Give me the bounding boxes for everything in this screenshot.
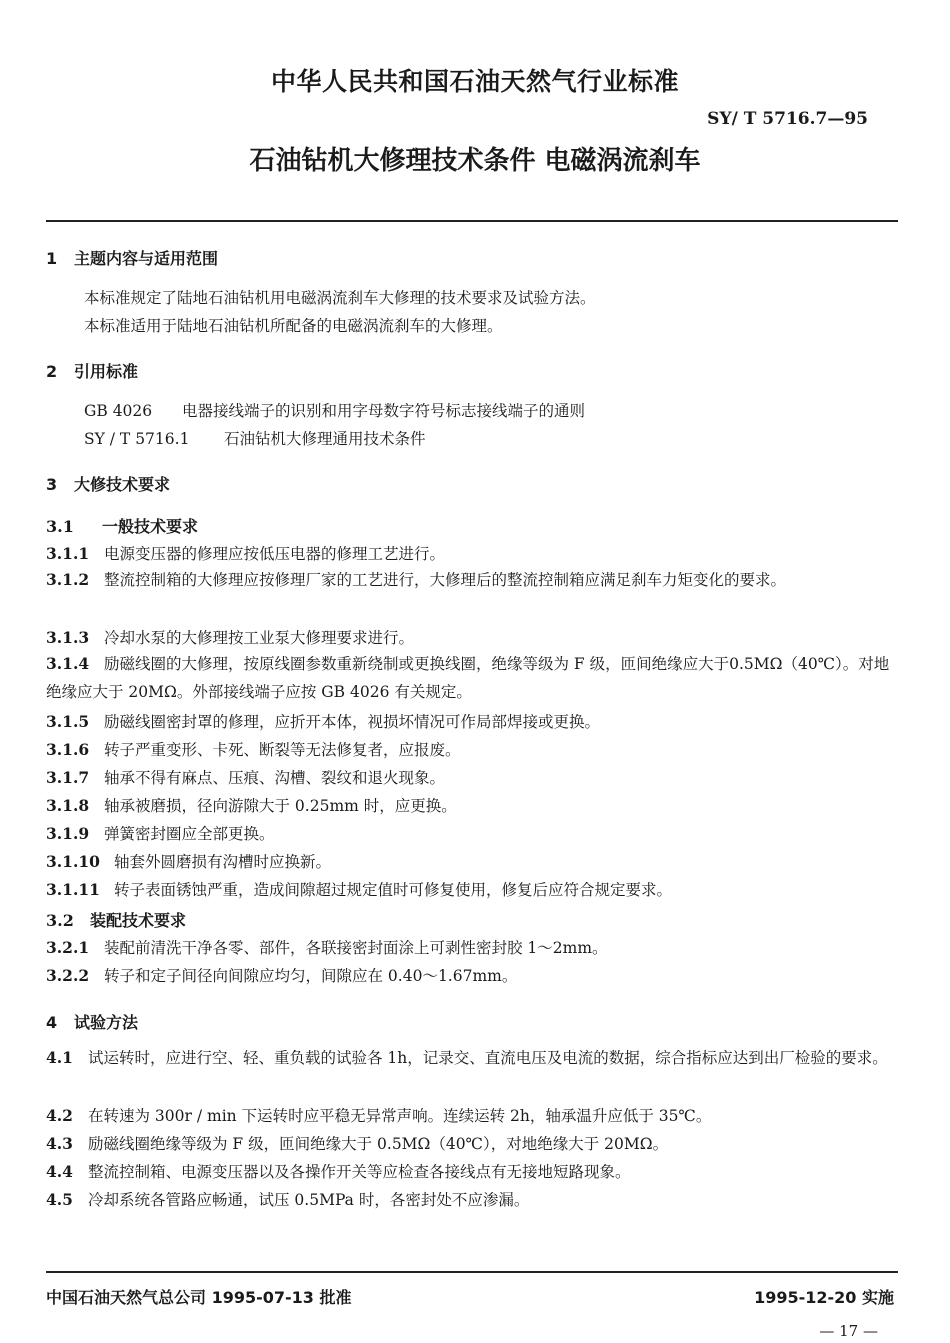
clause — [46, 1044, 898, 1072]
reference-code: SY / T 5716.1 — [84, 430, 190, 448]
clause-text: 在转速为 300r / min 下运转时应平稳无异常声响。连续运转 2h，轴承温升应低于 35℃。 — [88, 1107, 712, 1125]
subsection-number: 3.1 — [46, 517, 74, 536]
clause-text: 转子严重变形、卡死、断裂等无法修复者，应报废。 — [104, 741, 461, 759]
clause-number: 3.1.7 — [46, 768, 90, 787]
clause — [46, 626, 414, 648]
reference-item — [84, 399, 585, 421]
paragraph: 本标准规定了陆地石油钻机用电磁涡流刹车大修理的技术要求及试验方法。 — [84, 289, 596, 307]
clause — [46, 964, 517, 986]
clause-text: 转子表面锈蚀严重，造成间隙超过规定值时可修复使用，修复后应符合规定要求。 — [114, 881, 673, 899]
section-1-heading — [46, 246, 218, 269]
clause — [46, 766, 445, 788]
clause — [46, 850, 331, 872]
section-4-heading — [46, 1010, 138, 1033]
footer-divider — [46, 1271, 898, 1273]
section-number: 4 — [46, 1013, 58, 1032]
clause-number: 3.1.3 — [46, 628, 90, 647]
clause-number: 3.1.5 — [46, 712, 90, 731]
clause-text: 励磁线圈密封罩的修理，应折开本体，视损坏情况可作局部焊接或更换。 — [104, 713, 601, 731]
clause-number: 3.1.10 — [46, 852, 100, 871]
header-divider — [46, 220, 898, 222]
section-number: 3 — [46, 475, 58, 494]
clause-number: 3.1.2 — [46, 570, 90, 589]
clause-text: 轴承不得有麻点、压痕、沟槽、裂纹和退火现象。 — [104, 769, 446, 787]
document-title: 石油钻机大修理技术条件 电磁涡流刹车 — [249, 146, 701, 176]
section-title: 试验方法 — [74, 1013, 139, 1032]
paragraph: 本标准适用于陆地石油钻机所配备的电磁涡流刹车的大修理。 — [84, 317, 503, 335]
clause-number: 4.3 — [46, 1134, 73, 1153]
clause-text: 轴承被磨损，径向游隙大于 0.25mm 时，应更换。 — [104, 797, 457, 815]
clause-text: 整流控制箱、电源变压器以及各操作开关等应检查各接线点有无接地短路现象。 — [88, 1163, 631, 1181]
clause-text: 装配前清洗干净各零、部件，各联接密封面涂上可剥性密封胶 1～2mm。 — [104, 939, 608, 957]
clause-number: 4.4 — [46, 1162, 73, 1181]
clause — [46, 738, 461, 760]
page-number: — 17 — — [819, 1322, 878, 1340]
clause — [46, 1188, 529, 1210]
clause-number: 3.1.9 — [46, 824, 90, 843]
clause-text: 试运转时，应进行空、轻、重负载的试验各 1h，记录交、直流电压及电流的数据，综合指标应达到出厂检验的要求。 — [88, 1049, 888, 1067]
clause — [46, 566, 898, 594]
subsection-title: 一般技术要求 — [102, 517, 199, 536]
section-number: 1 — [46, 249, 58, 268]
subsection-3-1-heading — [46, 514, 198, 537]
clause — [46, 1132, 668, 1154]
subsection-number: 3.2 — [46, 911, 74, 930]
clause — [46, 822, 275, 844]
clause-text: 转子和定子间径向间隙应均匀，间隙应在 0.40～1.67mm。 — [104, 967, 518, 985]
clause-number: 3.2.1 — [46, 938, 90, 957]
clause — [46, 1104, 711, 1126]
clause-number: 4.1 — [46, 1048, 73, 1067]
approval-line: 中国石油天然气总公司 1995-07-13 批准 — [46, 1288, 352, 1307]
clause-number: 3.1.4 — [46, 654, 90, 673]
section-2-heading — [46, 359, 138, 382]
clause-text: 电源变压器的修理应按低压电器的修理工艺进行。 — [104, 545, 446, 563]
clause-text: 励磁线圈的大修理，按原线圈参数重新绕制或更换线圈，绝缘等级为 F 级，匝间绝缘应大于0.5MΩ（40℃）。对地绝缘应大于 20MΩ。外部接线端子应按 GB 4026 有关规定。 — [46, 655, 890, 701]
reference-title: 石油钻机大修理通用技术条件 — [224, 430, 426, 448]
clause-number: 4.5 — [46, 1190, 73, 1209]
standard-code: SY/ T 5716.7—95 — [707, 109, 868, 129]
clause — [46, 650, 898, 706]
clause-text: 整流控制箱的大修理应按修理厂家的工艺进行，大修理后的整流控制箱应满足刹车力矩变化的要求。 — [104, 571, 787, 589]
clause-number: 3.1.6 — [46, 740, 90, 759]
clause-number: 3.1.11 — [46, 880, 100, 899]
clause-number: 3.2.2 — [46, 966, 90, 985]
section-title: 主题内容与适用范围 — [74, 249, 219, 268]
clause-number: 4.2 — [46, 1106, 73, 1125]
standard-category-heading: 中华人民共和国石油天然气行业标准 — [270, 67, 679, 96]
clause-number: 3.1.8 — [46, 796, 90, 815]
clause — [46, 542, 445, 564]
clause-text: 励磁线圈绝缘等级为 F 级，匝间绝缘大于 0.5MΩ（40℃），对地绝缘大于 20MΩ。 — [88, 1135, 669, 1153]
clause-text: 冷却水泵的大修理按工业泵大修理要求进行。 — [104, 629, 415, 647]
implementation-date: 1995-12-20 实施 — [754, 1288, 894, 1307]
section-title: 引用标准 — [74, 362, 139, 381]
clause-number: 3.1.1 — [46, 544, 90, 563]
clause — [46, 794, 457, 816]
subsection-3-2-heading — [46, 908, 186, 931]
clause-text: 轴套外圆磨损有沟槽时应换新。 — [114, 853, 332, 871]
clause-text: 冷却系统各管路应畅通，试压 0.5MPa 时，各密封处不应渗漏。 — [88, 1191, 530, 1209]
reference-title: 电器接线端子的识别和用字母数字符号标志接线端子的通则 — [182, 402, 586, 420]
clause — [46, 936, 608, 958]
reference-code: GB 4026 — [84, 402, 153, 420]
section-title: 大修技术要求 — [74, 475, 171, 494]
clause — [46, 1160, 631, 1182]
clause — [46, 878, 672, 900]
section-number: 2 — [46, 362, 58, 381]
clause-text: 弹簧密封圈应全部更换。 — [104, 825, 275, 843]
clause — [46, 710, 600, 732]
section-3-heading — [46, 472, 170, 495]
reference-item — [84, 427, 426, 449]
subsection-title: 装配技术要求 — [90, 911, 187, 930]
